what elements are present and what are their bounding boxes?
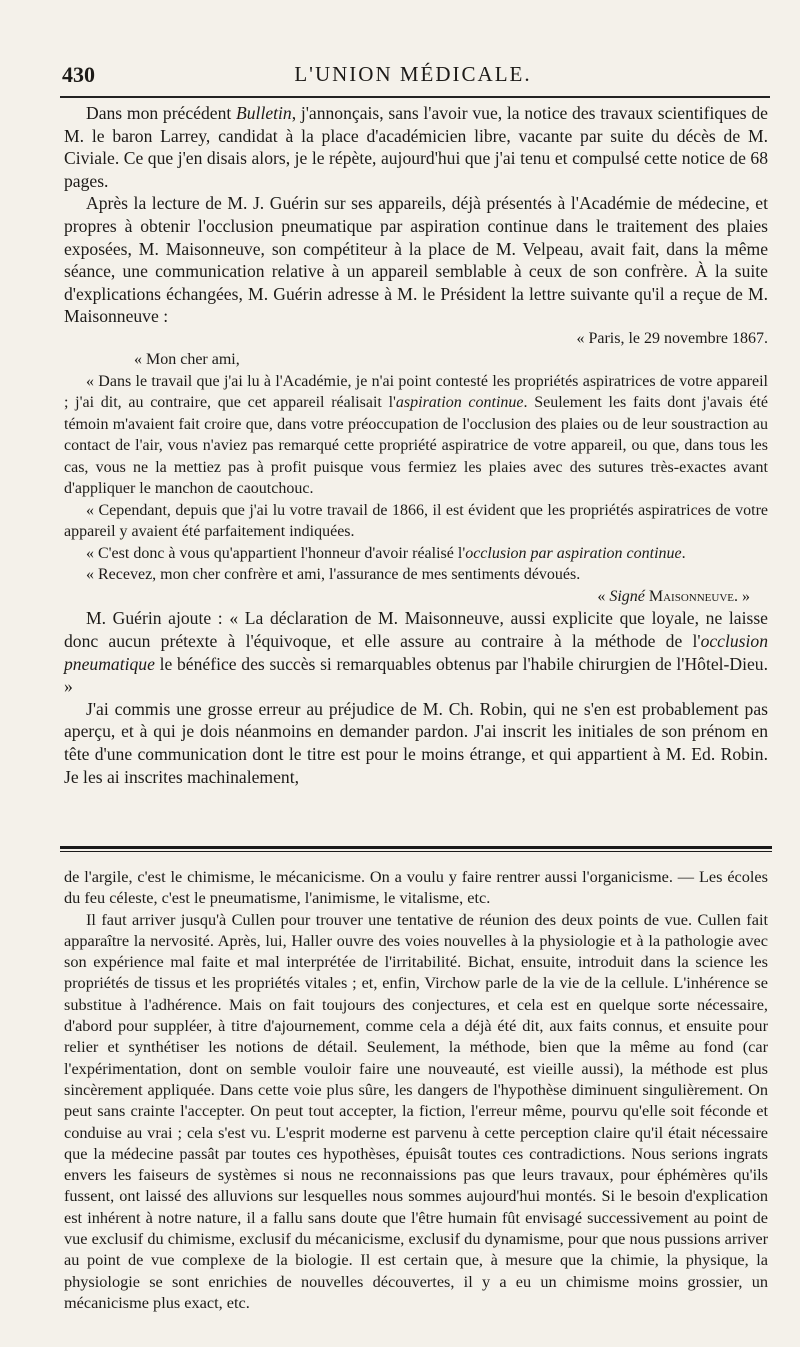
letter-paragraph: « Recevez, mon cher confrère et ami, l'assurance de mes sentiments dévoués. (86, 566, 581, 584)
page-header (52, 62, 774, 92)
letter-dateline: « Paris, le 29 novembre 1867. (576, 329, 768, 347)
upper-column (64, 102, 768, 788)
lower-column (64, 866, 768, 1313)
italic-term: occlusion pneumatique (64, 631, 768, 674)
text-run: . » (734, 587, 750, 605)
paragraph (64, 607, 768, 697)
text-run: M. Guérin ajoute : « La déclaration de M. Maisonneuve, aussi explicite que loyale, ne laisse donc aucun prétexte à l'équivoque, et elle assure au contraire à la méthode de l' (64, 608, 768, 652)
text-run: , j'annonçais, sans l'avoir vue, la notice des travaux scientifiques de M. le baron Larrey, candidat à la place d'académicien libre, vacante par suite du décès de M. Civiale. Ce que j'en disais alors, je le répète, aujourd'hui que j'ai tenu et compulsé cette notice de 68 pages. (64, 103, 768, 191)
paragraph: Après la lecture de M. J. Guérin sur ses appareils, déjà présentés à l'Académie de médecine, et propres à obtenir l'occlusion pneumatique par aspiration continue dans le traitement des plaies exposées, M. Maisonneuve, son compétiteur à la place de M. Velpeau, avait fait, dans la même séance, une communication relative à un appareil semblable à ceux de son confrère. À la suite d'explications échangées, M. Guérin adresse à M. le Président la lettre suivante qu'il a reçue de M. Maisonneuve : (64, 193, 768, 327)
letter-paragraph (64, 371, 768, 500)
italic-term: aspiration continue (395, 394, 524, 412)
page-number: 430 (62, 62, 95, 87)
letter-salutation: « Mon cher ami, (134, 351, 240, 369)
text-run: . (681, 544, 686, 562)
header-rule (60, 96, 770, 98)
paragraph: Il faut arriver jusqu'à Cullen pour trouver une tentative de réunion des deux points de vue. Cullen fait apparaître la nervosité. Après, lui, Haller ouvre des voies nouvelles à la physiologie et à la pathologie avec son expérience mal faite et mal interprétée de l'irritabilité. Bichat, ensuite, introduit dans la science les propriétés de tissus et les propriétés vitales ; et, enfin, Virchow parle de la vie de la cellule. L'inhérence se substitue à l'adhérence. Mais on fait toujours des conjectures, et cela est en quelque sorte nécessaire, d'abord pour suppléer, à titre d'ajournement, comme cela a déjà été dit, aux faits connus, et ensuite pour relier et synthétiser les notions de détail. Seulement, la méthode, bien que la même au fond (car l'expérimentation, dont on semble vouloir faire une nouveauté, est vieille aussi), la méthode est plus sincèrement appliquée. Dans cette voie plus sûre, les dangers de l'hypothèse diminuent singulièrement. On peut sans crainte l'accepter. On peut tout accepter, la fiction, l'erreur même, pourvu qu'elle soit féconde et conduise au vrai ; cela s'est vu. L'esprit moderne est parvenu à cette perception claire qu'il était nécessaire que la médecine passât par toutes ces hypothèses, épuisât toutes ces contradictions. Nous serions ingrats envers les faiseurs de systèmes si nous ne reconnaissions pas que leurs travaux, pour éphémères qu'ils fussent, ont laissé des alluvions sur lesquelles nous sommes aujourd'hui montés. Si le besoin d'explication est inhérent à notre nature, il a fallu sans doute que l'être humain fût envisagé successivement au point de vue exclusif du chimisme, exclusif du mécanicisme, exclusif du dynamisme, pour que nous pussions arriver au point de vue complexe de la biologie. Il est certain que, à mesure que la chimie, la physique, la physiologie se sont enrichies de nouvelles découvertes, il y a eu un chimisme moins grossier, un mécanicisme plus exact, etc. (64, 909, 768, 1312)
section-rule-thick (60, 846, 772, 849)
letter-paragraph (64, 543, 768, 565)
paragraph: J'ai commis une grosse erreur au préjudice de M. Ch. Robin, qui ne s'en est probablement pas aperçu, et à qui je dois néanmoins en demander pardon. J'ai inscrit les initiales de son prénom en tête d'une communication dont le titre est pour le moins étrange, et qui appartient à M. Ed. Robin. Je les ai inscrites machinalement, (64, 698, 768, 787)
text-run: « Dans le travail que j'ai lu à l'Académie, je n'ai point contesté les propriétés aspiratrices de votre appareil ; j'ai dit, au contraire, que cet appareil réalisait l' (64, 372, 768, 412)
text-run: . Seulement les faits dont j'avais été témoin m'avaient fait croire que, dans votre préoccupation de l'occlusion des plaies ou de leur soustraction au contact de l'air, vous n'aviez pas remarqué cette propriété aspiratrice de votre appareil, ou que, dans tous les cas, vous ne la mettiez pas à profit puisque vous fermiez les plaies avec des sutures très-exactes avant d'appliquer le manchon de caoutchouc. (64, 394, 769, 498)
italic-term: occlusion par aspiration continue (465, 544, 682, 562)
letter-paragraph: « Cependant, depuis que j'ai lu votre travail de 1866, il est évident que les propriétés aspiratrices de votre appareil y avaient été parfaitement indiquées. (64, 501, 768, 541)
signature-name: Maisonneuve (644, 587, 734, 605)
text-run: le bénéfice des succès si remarquables obtenus par l'habile chirurgien de l'Hôtel-Dieu. » (64, 653, 768, 697)
paragraph: de l'argile, c'est le chimisme, le mécanicisme. On a voulu y faire rentrer aussi l'organicisme. — Les écoles du feu céleste, c'est le pneumatisme, l'animisme, le vitalisme, etc. (64, 867, 768, 908)
italic-signe: Signé (609, 587, 645, 605)
section-rule-thin (60, 851, 772, 852)
paragraph (64, 102, 768, 192)
text-run: « (597, 587, 610, 605)
text-run: « C'est donc à vous qu'appartient l'honneur d'avoir réalisé l' (86, 544, 466, 562)
text-run: Dans mon précédent (86, 103, 237, 123)
letter-signature (64, 586, 768, 608)
running-title: L'UNION MÉDICALE. (294, 62, 532, 86)
italic-title: Bulletin (236, 103, 292, 123)
